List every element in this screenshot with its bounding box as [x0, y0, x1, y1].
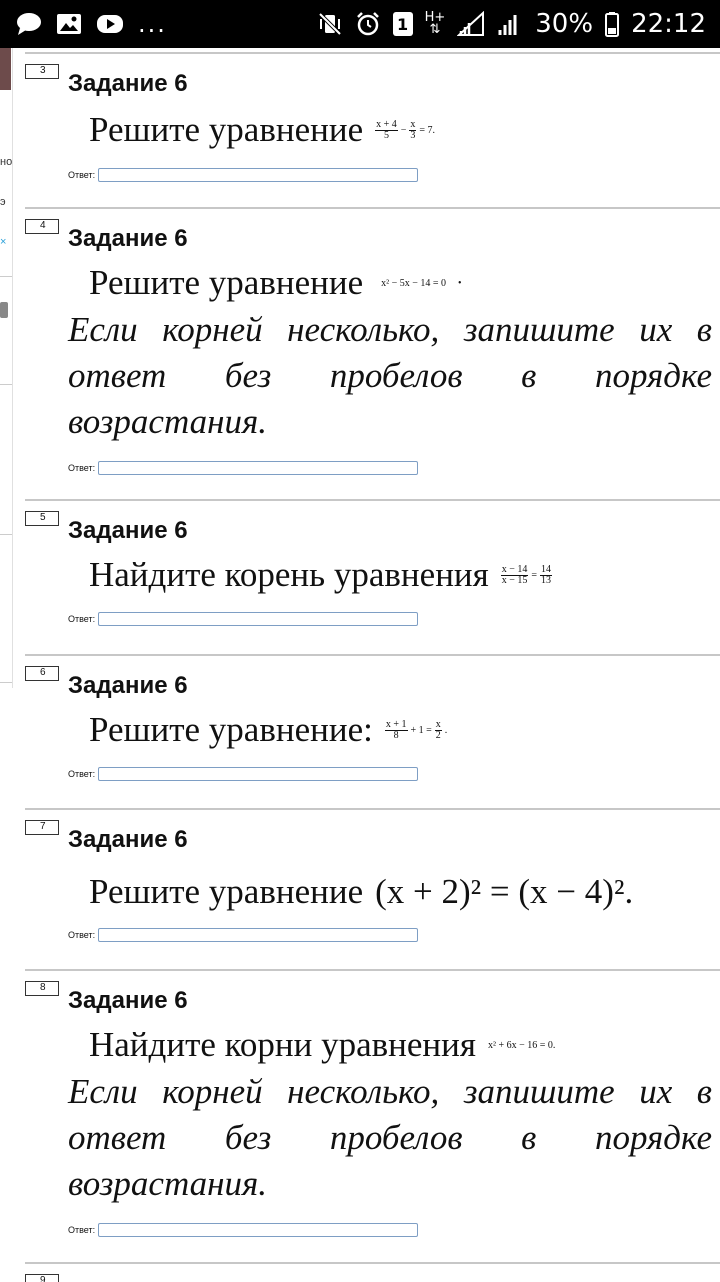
task-title: Задание 6: [68, 826, 188, 853]
youtube-icon: [96, 13, 124, 35]
task-prompt: [89, 555, 552, 595]
answer-input[interactable]: [98, 461, 418, 475]
task-number: 4: [25, 219, 59, 234]
more-notifications: ...: [138, 10, 167, 38]
status-bar-notifications: [16, 0, 167, 48]
task-number: 7: [25, 820, 59, 835]
prompt-text: Найдите корни уравнения: [89, 1025, 476, 1064]
task-number: 5: [25, 511, 59, 526]
status-bar-system: [317, 0, 706, 48]
answer-input[interactable]: [98, 767, 418, 781]
status-bar: [0, 0, 720, 48]
answer-row: [68, 928, 418, 942]
task-prompt: [89, 263, 462, 303]
prompt-text: Решите уравнение: [89, 263, 364, 302]
answer-label: Ответ:: [68, 769, 96, 779]
equation: x² + 6x − 16 = 0.: [487, 1039, 556, 1051]
cut-off-text: но: [0, 156, 12, 168]
task-title: Задание 6: [68, 517, 188, 544]
answer-input[interactable]: [98, 1223, 418, 1237]
task-item: [25, 654, 720, 810]
task-item: [25, 808, 720, 970]
divider: [0, 276, 12, 277]
prompt-text: Решите уравнение: [89, 872, 364, 911]
answer-input[interactable]: [98, 928, 418, 942]
task-title: Задание 6: [68, 70, 188, 97]
answer-row: [68, 767, 418, 781]
task-number: 9: [25, 1274, 59, 1282]
battery-icon: [605, 11, 619, 37]
chat-bubble-icon: [16, 12, 42, 36]
adjacent-panel-edge: [0, 48, 12, 1280]
answer-row: [68, 461, 418, 475]
cut-off-icon: [0, 302, 8, 318]
answer-input[interactable]: [98, 612, 418, 626]
answer-label: Ответ:: [68, 463, 96, 473]
cut-off-text: э: [0, 196, 6, 208]
task-number: 8: [25, 981, 59, 996]
task-number: 6: [25, 666, 59, 681]
prompt-text: Решите уравнение:: [89, 710, 373, 749]
task-item: [25, 52, 720, 208]
task-prompt: [89, 1025, 555, 1065]
equation: $\frac{x - 14}{x - 15}$ = $\frac{14}{13}$: [501, 563, 552, 586]
task-number: 3: [25, 64, 59, 79]
task-item: [25, 1262, 720, 1282]
avatar: [0, 48, 11, 90]
task-note: Если корней несколько, запишите их в ответ без пробелов в порядке возрастания.: [68, 1072, 712, 1203]
task-prompt: [89, 872, 633, 912]
answer-label: Ответ:: [68, 614, 96, 624]
answer-label: Ответ:: [68, 1225, 96, 1235]
equation: $\frac{x + 4}{5}$ − $\frac{x}{3}$ = 7.: [376, 118, 436, 141]
divider: [0, 534, 12, 535]
task-title: Задание 6: [68, 225, 188, 252]
task-prompt: [89, 710, 447, 750]
answer-input[interactable]: [98, 168, 418, 182]
answer-label: Ответ:: [68, 930, 96, 940]
image-icon: [56, 13, 82, 35]
equation: x² − 5x − 14 = 0: [381, 277, 447, 289]
network-type: H+ ⇅: [424, 10, 446, 37]
task-title: Задание 6: [68, 672, 188, 699]
alarm-icon: [355, 11, 381, 37]
bullet: •: [458, 277, 462, 289]
sim-slot-badge: 1: [393, 12, 413, 36]
signal-2-icon: [497, 11, 523, 37]
battery-percentage: 30%: [535, 9, 594, 39]
answer-row: [68, 612, 418, 626]
clock: 22:12: [631, 9, 706, 39]
answer-row: [68, 168, 418, 182]
task-prompt: [89, 110, 435, 150]
close-icon[interactable]: ×: [0, 236, 7, 248]
divider: [0, 682, 12, 683]
signal-1-icon: [457, 11, 485, 37]
equation: (x + 2)² = (x − 4)².: [375, 872, 634, 911]
vibrate-mute-icon: [317, 11, 343, 37]
divider: [0, 384, 12, 385]
task-item: [25, 499, 720, 655]
prompt-text: Найдите корень уравнения: [89, 555, 489, 594]
equation: $\frac{x + 1}{8}$ + 1 = $\frac{x}{2}$ .: [385, 718, 448, 741]
task-item: [25, 969, 720, 1263]
prompt-text: Решите уравнение: [89, 110, 364, 149]
task-title: Задание 6: [68, 987, 188, 1014]
task-note: Если корней несколько, запишите их в ответ без пробелов в порядке возрастания.: [68, 310, 712, 441]
divider: [12, 48, 13, 688]
task-item: [25, 207, 720, 501]
answer-row: [68, 1223, 418, 1237]
answer-label: Ответ:: [68, 170, 96, 180]
